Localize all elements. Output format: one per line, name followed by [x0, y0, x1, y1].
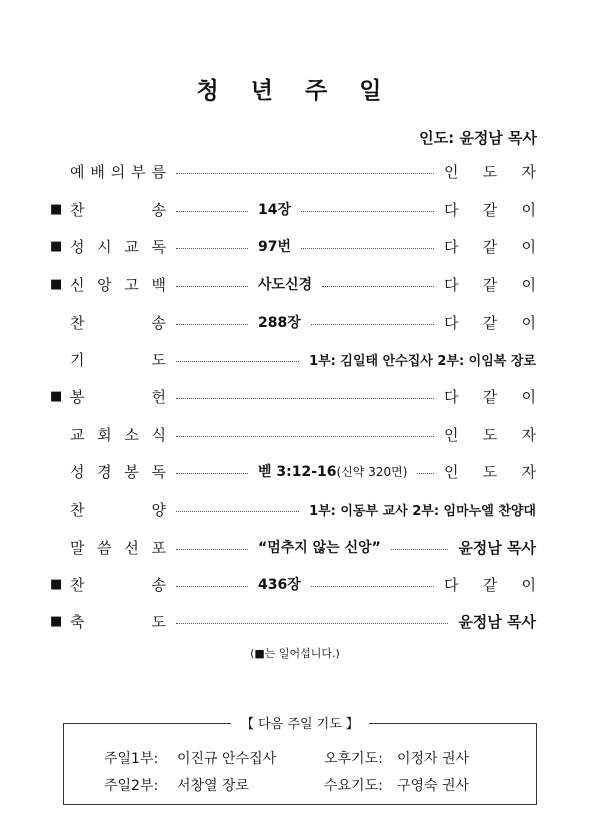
item-responsible — [444, 461, 536, 482]
item-detail-text: 436장 — [258, 577, 301, 593]
item-label-char: 축 — [70, 612, 85, 631]
dot-leader — [176, 248, 248, 249]
worship-item — [50, 422, 536, 446]
prayer-value: 이정자 권사 — [397, 751, 470, 767]
item-label — [70, 611, 166, 632]
item-responsible-char: 같 — [482, 575, 498, 594]
item-label-char: 도 — [151, 612, 166, 631]
item-responsible-char: 같 — [482, 275, 498, 294]
standing-marker: ■ — [50, 613, 63, 629]
standing-marker: ■ — [50, 201, 63, 217]
item-responsible-char: 다 — [444, 387, 459, 406]
prayer-value: 서창열 장로 — [177, 778, 250, 794]
item-responsible-char: 다 — [444, 237, 459, 256]
worship-item — [50, 572, 536, 596]
page-title: 청 년 주 일 — [196, 78, 394, 104]
service-leader: 인도: 윤정남 목사 — [419, 129, 537, 147]
item-label-char: 성 — [70, 237, 85, 256]
worship-item — [50, 272, 536, 296]
item-label — [70, 574, 166, 595]
worship-item — [50, 609, 536, 633]
item-label-char: 봉 — [124, 462, 139, 481]
item-label — [70, 236, 166, 257]
item-responsible-char: 같 — [482, 313, 498, 332]
item-label-char: 송 — [151, 575, 166, 594]
item-label-char: 예 — [70, 162, 85, 181]
item-label-char: 신 — [70, 275, 85, 294]
item-label — [70, 274, 166, 295]
item-responsible — [444, 424, 536, 445]
item-label-char: 고 — [124, 275, 139, 294]
standing-marker: ■ — [50, 388, 63, 404]
item-responsible: 윤정남 목사 — [458, 612, 536, 631]
item-responsible-char: 자 — [521, 162, 536, 181]
item-label-char: 씀 — [97, 538, 112, 557]
dot-leader — [176, 623, 448, 624]
prayer-key: 오후기도: — [324, 751, 383, 767]
item-label — [70, 199, 166, 220]
worship-item — [50, 159, 536, 183]
item-detail-text: 97번 — [258, 239, 292, 255]
item-detail-text: 288장 — [258, 315, 301, 331]
item-responsible — [444, 199, 536, 220]
item-responsible — [444, 274, 536, 295]
item-responsible-char: 도 — [482, 425, 498, 444]
dot-leader — [176, 473, 248, 474]
item-label-char: 기 — [70, 350, 85, 369]
dot-leader — [311, 324, 434, 325]
item-label-char: 찬 — [70, 200, 85, 219]
dot-leader — [176, 436, 434, 437]
item-label-char: 찬 — [70, 500, 85, 519]
prayer-key: 주일2부: — [104, 778, 159, 794]
dot-leader — [176, 511, 299, 512]
item-responsible-char: 같 — [482, 387, 498, 406]
standing-marker: ■ — [50, 576, 63, 592]
item-label — [70, 161, 166, 182]
item-responsible-char: 같 — [482, 237, 498, 256]
item-label-char: 찬 — [70, 313, 85, 332]
item-detail — [258, 199, 291, 219]
dot-leader — [176, 586, 248, 587]
standing-marker: ■ — [50, 276, 63, 292]
item-responsible-char: 다 — [444, 575, 459, 594]
item-detail — [258, 312, 301, 332]
item-label-char: 찬 — [70, 575, 85, 594]
dot-leader — [301, 248, 434, 249]
worship-item — [50, 310, 536, 334]
dot-leader — [176, 173, 434, 174]
prayer-value: 구영숙 권사 — [397, 778, 470, 794]
item-label-char: 선 — [124, 538, 139, 557]
item-detail-text: “멈추지 않는 신앙” — [258, 540, 381, 556]
dot-leader — [322, 286, 434, 287]
item-detail-text: 14장 — [258, 202, 292, 218]
item-detail — [258, 574, 301, 594]
dot-leader — [176, 324, 248, 325]
item-label-char: 도 — [151, 350, 166, 369]
item-label-char: 소 — [124, 425, 139, 444]
item-label — [70, 312, 166, 333]
item-label-char: 교 — [124, 237, 139, 256]
item-label-char: 헌 — [151, 387, 166, 406]
item-responsible-char: 자 — [521, 425, 536, 444]
item-label-char: 포 — [151, 538, 166, 557]
item-label-char: 봉 — [70, 387, 85, 406]
item-responsible: 1부: 김일태 안수집사 2부: 이임복 장로 — [309, 353, 536, 369]
standing-marker: ■ — [50, 238, 63, 254]
prayer-value: 이진규 안수집사 — [177, 751, 277, 767]
item-label-char: 송 — [151, 313, 166, 332]
item-label-char: 경 — [97, 462, 112, 481]
item-label-char: 앙 — [97, 275, 112, 294]
item-detail — [258, 274, 312, 294]
worship-item — [50, 535, 536, 559]
item-detail-sub: (신약 320면) — [336, 465, 408, 479]
standing-note: (■는 일어섭니다.) — [250, 647, 340, 660]
item-detail-text: 벧 3:12-16 — [258, 464, 337, 480]
item-responsible — [444, 574, 536, 595]
worship-item — [50, 459, 536, 483]
worship-item — [50, 234, 536, 258]
item-responsible-char: 이 — [521, 387, 536, 406]
dot-leader — [301, 211, 434, 212]
item-detail — [258, 461, 407, 481]
item-responsible — [444, 386, 536, 407]
item-responsible-char: 인 — [444, 162, 459, 181]
worship-item — [50, 497, 536, 521]
worship-item — [50, 197, 536, 221]
dot-leader — [391, 549, 448, 550]
dot-leader — [176, 549, 248, 550]
item-responsible — [444, 236, 536, 257]
item-label-char: 부 — [131, 162, 146, 181]
prayer-box-title: 【 다음 주일 기도 】 — [231, 717, 369, 732]
item-responsible: 1부: 이동부 교사 2부: 임마누엘 찬양대 — [309, 503, 536, 519]
item-responsible-char: 인 — [444, 425, 459, 444]
item-label-char: 말 — [70, 538, 85, 557]
item-label-char: 양 — [151, 500, 166, 519]
item-detail — [258, 537, 381, 557]
item-responsible-char: 자 — [521, 462, 536, 481]
item-label-char: 교 — [70, 425, 85, 444]
dot-leader — [311, 586, 434, 587]
next-week-prayer-box — [63, 717, 537, 805]
prayer-key: 주일1부: — [104, 751, 159, 767]
item-label-char: 식 — [151, 425, 166, 444]
item-responsible-char: 인 — [444, 462, 459, 481]
item-label-char: 성 — [70, 462, 85, 481]
item-label-char: 름 — [151, 162, 166, 181]
item-label-char: 회 — [97, 425, 112, 444]
item-responsible — [444, 161, 536, 182]
item-responsible-char: 이 — [521, 237, 536, 256]
item-responsible: 윤정남 목사 — [458, 538, 536, 557]
item-label — [70, 386, 166, 407]
dot-leader — [176, 211, 248, 212]
dot-leader — [176, 286, 248, 287]
item-responsible-char: 다 — [444, 313, 459, 332]
item-responsible-char: 같 — [482, 200, 498, 219]
item-label-char: 독 — [151, 237, 166, 256]
item-label-char: 시 — [97, 237, 112, 256]
item-label-char: 의 — [110, 162, 126, 181]
item-label — [70, 349, 166, 370]
item-responsible — [444, 312, 536, 333]
worship-item — [50, 347, 536, 371]
item-label-char: 배 — [90, 162, 105, 181]
item-label-char: 독 — [151, 462, 166, 481]
item-label — [70, 424, 166, 445]
item-responsible-char: 이 — [521, 313, 536, 332]
item-label-char: 송 — [151, 200, 166, 219]
prayer-row-1 — [104, 748, 544, 768]
dot-leader — [417, 473, 434, 474]
item-label — [70, 537, 166, 558]
item-responsible-char: 이 — [521, 275, 536, 294]
item-responsible-char: 이 — [521, 200, 536, 219]
item-responsible-char: 다 — [444, 275, 459, 294]
prayer-row-2 — [104, 775, 544, 795]
item-detail-text: 사도신경 — [258, 277, 313, 293]
prayer-key: 수요기도: — [324, 778, 383, 794]
item-responsible-char: 도 — [482, 462, 498, 481]
item-responsible-char: 다 — [444, 200, 459, 219]
item-responsible-char: 도 — [482, 162, 498, 181]
dot-leader — [176, 361, 299, 362]
item-label — [70, 499, 166, 520]
item-label-char: 백 — [151, 275, 166, 294]
item-label — [70, 461, 166, 482]
dot-leader — [176, 398, 434, 399]
worship-item — [50, 384, 536, 408]
item-responsible-char: 이 — [521, 575, 536, 594]
item-detail — [258, 236, 291, 256]
